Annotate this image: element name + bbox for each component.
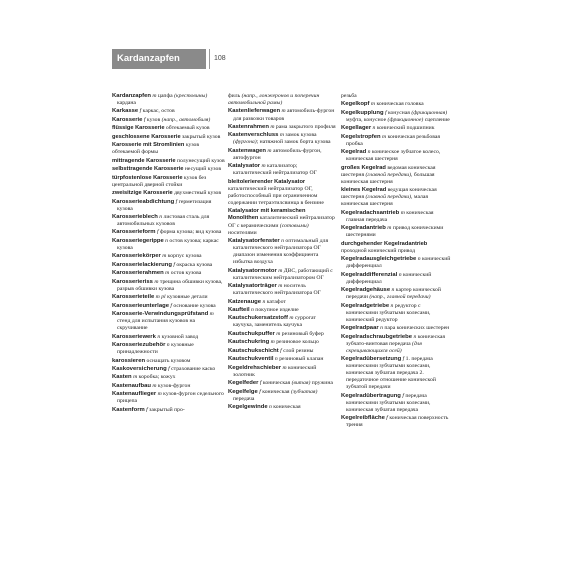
headword: bleitolerierender Katalysator — [228, 178, 306, 185]
grammar-label: m — [150, 93, 158, 99]
dictionary-subentry — [112, 190, 225, 197]
grammar-label: m — [276, 267, 284, 274]
headword: Kastenform — [112, 406, 145, 413]
grammar-label: n — [163, 237, 170, 244]
headword: Karosserie mit Stromlinien — [112, 142, 185, 149]
grammar-label: n — [416, 256, 422, 263]
grammar-label: n — [397, 271, 403, 278]
translation: кузов-фургон — [157, 382, 191, 389]
grammar-label: f — [383, 109, 388, 116]
usage-note: (зубчатая) — [290, 388, 318, 395]
dictionary-entry — [341, 272, 453, 286]
dictionary-entry — [341, 149, 453, 163]
dictionary-entry — [112, 93, 225, 107]
dictionary-entry — [112, 294, 225, 301]
dictionary-entry — [112, 334, 225, 341]
headword: Kautschukpuffer — [228, 330, 275, 337]
headword: Karosserieform — [112, 229, 156, 236]
translation: окраска кузова — [176, 261, 213, 268]
grammar-label: n — [378, 325, 385, 332]
grammar-label: pl — [161, 294, 168, 301]
dictionary-entry — [228, 307, 336, 314]
usage-note: (главной передачи) — [365, 171, 412, 178]
dictionary-entry — [112, 358, 225, 365]
translation: коническая зубчато-винтовая передача — [346, 333, 446, 347]
translation: герметизация кузова — [117, 198, 212, 212]
translation: катафот — [266, 298, 286, 305]
grammar-label: m — [265, 147, 273, 154]
dictionary-entry — [341, 225, 453, 239]
translation: замок кузова — [285, 132, 317, 139]
translation: коническая поверхность трения — [346, 415, 449, 429]
grammar-label: m — [163, 270, 171, 277]
headword: Kegelradübersetzung — [341, 356, 402, 363]
dictionary-subentry — [341, 241, 453, 255]
translation: корпус кузова — [167, 253, 202, 260]
translation: кузовной завод — [161, 333, 199, 340]
translation: резиновый клапан — [279, 356, 324, 363]
headword: Kegelraddifferenzial — [341, 271, 398, 278]
dictionary-entry — [228, 389, 336, 403]
headword: Kastenwagen — [228, 147, 266, 154]
translation: пара конических шестерен — [384, 325, 450, 332]
headword: kleines Kegelrad — [341, 187, 387, 194]
headword: Karosserieabdichtung — [112, 198, 175, 205]
grammar-label: m — [160, 253, 168, 260]
translation: 1. передача коническими зубчатыми колесами, коническая зубчатая передача 2. передаточное отношение конической зубчатой передачи — [346, 356, 436, 391]
headword: Kegelradantrieb — [341, 225, 386, 232]
headword: Karosserielackierung — [112, 261, 172, 268]
grammar-label: m — [156, 391, 164, 398]
dictionary-subentry — [112, 175, 225, 189]
headword: Karosseriewerk — [112, 333, 156, 340]
dictionary-entry — [112, 108, 225, 115]
translation: полунесущий кузов — [175, 157, 225, 164]
translation: привод коническими шестернями — [346, 225, 444, 239]
grammar-label: m — [278, 132, 286, 139]
grammar-label: n — [371, 125, 377, 132]
headword: durchgehender Kegelradantrieb — [341, 240, 428, 247]
translation: двухместный кузов — [172, 190, 222, 197]
headword: Katzenauge — [228, 298, 262, 305]
translation: покупное изделие — [255, 307, 299, 313]
dictionary-entry — [112, 117, 225, 124]
headword: Karosserie — [112, 116, 143, 123]
translation: катализатор; каталитический нейтрализатор ОГ — [233, 163, 317, 177]
translation: , малая коническая шестерня — [341, 194, 429, 208]
headword: Kegelreibfläche — [341, 415, 385, 422]
dictionary-entry — [341, 287, 453, 301]
grammar-label: m — [287, 315, 295, 322]
translation: кузов-фургон седельного прицепа — [117, 391, 224, 405]
headword: Karosseriekörper — [112, 253, 161, 260]
headword: Karosserieunterlage — [112, 302, 169, 309]
translation: форма кузова; вид кузова — [159, 229, 222, 236]
headword: Karosserieteile — [112, 294, 155, 301]
dictionary-entry — [341, 325, 453, 332]
dictionary-subentry — [112, 134, 225, 141]
translation: цапфа — [157, 93, 175, 99]
headword: Kastenrahmen — [228, 123, 269, 130]
dictionary-entry — [228, 132, 336, 146]
grammar-label: n — [249, 307, 256, 313]
headword: Kegelkupplung — [341, 109, 384, 116]
dictionary-subentry — [112, 125, 225, 132]
dictionary-subentry — [341, 187, 453, 208]
dictionary-entry — [228, 404, 336, 411]
headword: Kautschukventil — [228, 356, 274, 363]
headword: Kegelradausgleichgetriebe — [341, 256, 417, 263]
translation: кузовные принадлежности — [117, 342, 194, 356]
dictionary-entry — [228, 331, 336, 338]
dictionary-entry — [112, 279, 225, 293]
translation: кузовные детали — [167, 294, 208, 301]
dictionary-entry — [112, 303, 225, 310]
dictionary-entry — [228, 365, 336, 379]
grammar-label: f — [171, 261, 177, 268]
headword: geschlossene Karosserie — [112, 133, 181, 140]
translation: обтекаемый кузов — [164, 125, 210, 132]
usage-note: (напр., автомобиля) — [161, 116, 211, 123]
headword: türpfostenlose Karosserie — [112, 174, 183, 181]
headword: Kegelkopf — [341, 101, 370, 108]
grammar-label: f — [166, 365, 172, 372]
grammar-label: m — [380, 133, 388, 140]
translation: несущий кузов — [183, 166, 222, 173]
headword: Kegelfeder — [228, 380, 259, 387]
headword: Kaufteil — [228, 307, 250, 313]
translation: остов кузова — [170, 270, 202, 277]
headword: Kaskoversicherung — [112, 365, 167, 372]
dictionary-entry — [341, 256, 453, 270]
dictionary-entry — [341, 334, 453, 355]
translation: оснащать кузовом — [146, 357, 191, 364]
headword: mittragende Karosserie — [112, 157, 176, 164]
grammar-label: n — [157, 214, 164, 220]
grammar-label: f — [401, 356, 406, 363]
headword: Kegelradschraubgetriebe — [341, 333, 413, 340]
grammar-label: n — [412, 333, 418, 340]
usage-note: (напр., главной передачи) — [369, 294, 431, 301]
translation: конический дифференциал — [346, 256, 451, 270]
grammar-label: f — [278, 347, 284, 354]
usage-note: (для скрещивающихся осей) — [346, 340, 422, 354]
dictionary-subentry — [341, 165, 453, 186]
usage-note: (фрикционная) — [411, 109, 448, 116]
dictionary-entry-continuation — [228, 93, 336, 107]
dictionary-entry — [341, 303, 453, 324]
dictionary-entry — [228, 163, 336, 177]
headword: Katalysatorfenster — [228, 238, 280, 245]
dictionary-entry — [228, 148, 336, 162]
dictionary-entry — [112, 366, 225, 373]
grammar-label: m — [150, 382, 158, 389]
headword: Kasten — [112, 374, 132, 381]
grammar-label: m — [269, 339, 277, 346]
translation: передача коническими зубчатыми колесами, коническая зубчатая передача — [346, 392, 431, 413]
headword: Kastenaufbau — [112, 382, 151, 389]
headword: Kardanzapfen — [112, 93, 151, 99]
headword: flüssige Karosserie — [112, 125, 165, 132]
translation: ведомая коническая шестерня — [341, 164, 436, 178]
grammar-label: m — [274, 330, 282, 337]
translation: , большая коническая шестерня — [341, 171, 435, 185]
translation: коническая — [273, 404, 301, 411]
grammar-label: n — [261, 298, 267, 305]
grammar-label: m — [131, 374, 139, 381]
headword: Kastenauflieger — [112, 391, 157, 398]
headword: Kegelradgetriebe — [341, 302, 390, 309]
grammar-label: m — [152, 278, 160, 285]
dictionary-entry — [341, 415, 453, 429]
translation: трещина обшивки кузова, разрыв обшивки кузова — [117, 278, 223, 292]
translation: основание кузова — [173, 302, 216, 309]
translation: коническая головка — [376, 101, 424, 108]
dictionary-entry — [228, 380, 336, 387]
translation: кузов — [146, 116, 162, 123]
grammar-label: m — [154, 294, 162, 301]
usage-note: (напр., лонжеронов и поперечин автомобильной рамы) — [228, 93, 320, 107]
translation: каталитический нейтрализатор ОГ с керамическими — [228, 215, 335, 229]
grammar-label: f — [400, 392, 406, 399]
running-head-title: Kardanzapfen — [112, 49, 206, 69]
headword: Karkasse — [112, 108, 139, 115]
dictionary-column-2 — [228, 93, 336, 413]
dictionary-entry — [228, 348, 336, 355]
dictionary-entry — [228, 315, 336, 329]
dictionary-entry — [112, 311, 225, 332]
translation: страхование каско — [171, 365, 216, 372]
translation: коническое зубчатое колесо, коническая шестерня — [346, 149, 441, 163]
dictionary-entry — [112, 383, 225, 390]
grammar-label: m — [208, 311, 214, 318]
dictionary-entry — [228, 283, 336, 297]
dictionary-entry — [112, 199, 225, 213]
translation: проходной конический привод — [341, 247, 416, 254]
headword: selbsttragende Karosserie — [112, 166, 184, 173]
headword: Kegellager — [341, 125, 372, 132]
headword: Kegelradpaar — [341, 325, 379, 332]
grammar-label: f — [174, 198, 179, 205]
grammar-label: m — [260, 163, 268, 170]
headword: Karosseriezubehör — [112, 342, 166, 349]
translation: коническая — [262, 388, 291, 395]
dictionary-column-1 — [112, 93, 225, 415]
headword: Katalysator — [228, 163, 261, 170]
translation: автомобиль-фургон, автофургон — [233, 147, 322, 161]
grammar-label: m — [399, 209, 407, 216]
translation: автомобиль-фургон для развозки товаров — [233, 108, 335, 122]
translation: листовая сталь для автомобильных кузовов — [117, 214, 210, 228]
translation: слой резины — [283, 347, 314, 354]
headword: Kautschukersatzstoff — [228, 315, 288, 322]
headword: Katalysator mit keramischen Monolithen — [228, 208, 306, 222]
dictionary-entry-continuation — [341, 93, 453, 100]
dictionary-entry — [341, 110, 453, 124]
headword: Kegelradübertragung — [341, 392, 401, 399]
grammar-label: n — [267, 404, 274, 411]
translation: конический подшипник — [376, 125, 435, 132]
grammar-label: m — [268, 123, 276, 130]
grammar-label: n — [366, 149, 372, 156]
dictionary-entry — [341, 356, 453, 391]
grammar-label: m — [280, 108, 288, 115]
translation: носителями — [228, 229, 257, 236]
translation: стенд для испытания кузовов на скручивание — [117, 318, 196, 332]
translation: рама закрытого профиля — [275, 123, 336, 130]
translation: картер конической передачи — [346, 287, 441, 301]
dictionary-entry — [112, 270, 225, 277]
dictionary-entry — [341, 210, 453, 224]
grammar-label: f — [258, 380, 263, 387]
headword: Karosserieblech — [112, 214, 158, 220]
translation: ; натяжной замок борта кузова — [256, 139, 331, 146]
grammar-label: n — [389, 302, 395, 309]
dictionary-entry — [112, 391, 225, 405]
headword: Kegeldrehschieber — [228, 364, 282, 371]
translation: оптимальный для каталитического нейтрализатора ОГ диапазон изменения коэффициента избытка воздуха — [233, 238, 329, 266]
grammar-label: m — [385, 225, 393, 232]
translation: коническая — [262, 380, 292, 387]
grammar-label: f — [384, 415, 390, 422]
dictionary-entry — [228, 299, 336, 306]
dictionary-entry — [112, 262, 225, 269]
translation: кузов обтекаемой формы — [112, 142, 200, 156]
grammar-label: n — [165, 342, 172, 349]
headword: Kegelstropfen — [341, 133, 381, 140]
headword: Katalysatormotor — [228, 267, 277, 274]
translation: ДВС, работающий с каталитическим нейтрализатором ОГ — [233, 267, 333, 281]
grammar-label: n — [279, 238, 286, 245]
headword: Kegelrad — [341, 149, 367, 156]
headword: Karosserieriss — [112, 278, 153, 285]
translation: конусная — [387, 109, 412, 116]
translation: остов кузова; каркас кузова — [117, 237, 219, 251]
headword: Kastenverschluss — [228, 132, 279, 139]
headword: zweisitzige Karosserie — [112, 190, 173, 197]
page-number: 108 — [209, 49, 226, 69]
translation: каталитический нейтрализатор ОГ, работоспособный при ограниченном содержании тетраэтилсвинца в бензине — [228, 185, 324, 206]
usage-note: (сотовыми) — [279, 222, 309, 229]
dictionary-entry — [112, 229, 225, 236]
usage-note: (витая) — [291, 380, 311, 387]
dictionary-entry — [112, 374, 225, 381]
dictionary-entry — [341, 393, 453, 414]
headword: Kegelradachsantrieb — [341, 209, 400, 216]
dictionary-subentry — [112, 158, 225, 165]
dictionary-entry — [112, 238, 225, 252]
translation: конический дифференциал — [346, 271, 432, 285]
dictionary-entry — [112, 253, 225, 260]
headword: großes Kegelrad — [341, 164, 386, 171]
headword: Karosserierahmen — [112, 270, 164, 277]
translation: пружина — [310, 380, 333, 387]
headword: Kegelradgehäuse — [341, 287, 391, 294]
translation: кардана — [117, 100, 136, 107]
dictionary-entry — [341, 125, 453, 132]
dictionary-entry — [228, 339, 336, 346]
dictionary-entry — [228, 356, 336, 363]
grammar-label: f — [142, 116, 147, 123]
translation: сцепление — [423, 116, 450, 123]
grammar-label: f — [144, 406, 150, 413]
grammar-label: m — [281, 364, 288, 371]
dictionary-entry — [112, 214, 225, 228]
translation: редуктор с коническими зубчатыми колесами, конический редуктор — [346, 302, 431, 323]
dictionary-entry — [112, 407, 225, 414]
grammar-label: n — [155, 333, 162, 340]
headword: Kautschukschicht — [228, 347, 279, 354]
dictionary-column-3 — [341, 93, 453, 431]
dictionary-entry — [228, 124, 336, 131]
headword: Karosseriegerippe — [112, 237, 164, 244]
translation: суррогат каучука, заменитель каучука — [233, 315, 316, 329]
translation: резиновое кольцо — [276, 339, 319, 346]
translation: резиновый буфер — [281, 330, 324, 337]
translation: муфта, конусное — [346, 116, 388, 123]
translation: каркас, остов — [142, 108, 175, 115]
dictionary-entry — [228, 238, 336, 266]
headword: karossieren — [112, 357, 146, 364]
translation: коническая главная передача — [346, 209, 434, 223]
translation: кузов без центральной дверной стойки — [112, 174, 207, 188]
usage-note: (фургона) — [233, 139, 257, 146]
headword: Katalysatorträger — [228, 283, 277, 290]
usage-note: (фрикционное) — [387, 116, 424, 123]
grammar-label: n — [273, 356, 280, 363]
grammar-label: f — [257, 388, 263, 395]
translation: филь — [228, 93, 242, 99]
dictionary-subentry — [112, 166, 225, 173]
translation: резьба — [341, 93, 357, 99]
headword: Kautschukring — [228, 339, 270, 346]
usage-note: (крестовины) — [174, 93, 208, 99]
grammar-label: m — [276, 283, 284, 290]
dictionary-subentry — [228, 179, 336, 207]
dictionary-entry — [228, 268, 336, 282]
translation: коробка; кожух — [138, 374, 176, 381]
grammar-label: n — [390, 287, 396, 294]
dictionary-entry — [341, 134, 453, 148]
grammar-label: f — [168, 302, 174, 309]
translation: ведущая коническая шестерня — [341, 187, 437, 201]
headword: Kegelfelge — [228, 388, 258, 395]
translation: коническая резьбовая пробка — [346, 133, 441, 147]
dictionary-entry — [112, 342, 225, 356]
translation: закрытый кузов — [180, 133, 221, 140]
grammar-label: f — [138, 108, 143, 115]
grammar-label: m — [369, 101, 377, 108]
headword: Karosserie-Verwindungsprüfstand — [112, 311, 209, 318]
dictionary-subentry — [112, 142, 225, 156]
dictionary-subentry — [228, 208, 336, 236]
dictionary-entry — [228, 108, 336, 122]
dictionary-entry — [341, 101, 453, 108]
translation: носитель каталитического нейтрализатора ОГ — [233, 283, 321, 297]
translation: закрытый про- — [149, 406, 185, 413]
headword: Kegelgewinde — [228, 404, 268, 411]
translation: конический золотник — [233, 364, 317, 378]
usage-note: (главной передачи) — [365, 194, 412, 201]
grammar-label: f — [155, 229, 160, 236]
headword: Kastenlieferwagen — [228, 108, 281, 115]
translation: передача — [233, 395, 255, 402]
